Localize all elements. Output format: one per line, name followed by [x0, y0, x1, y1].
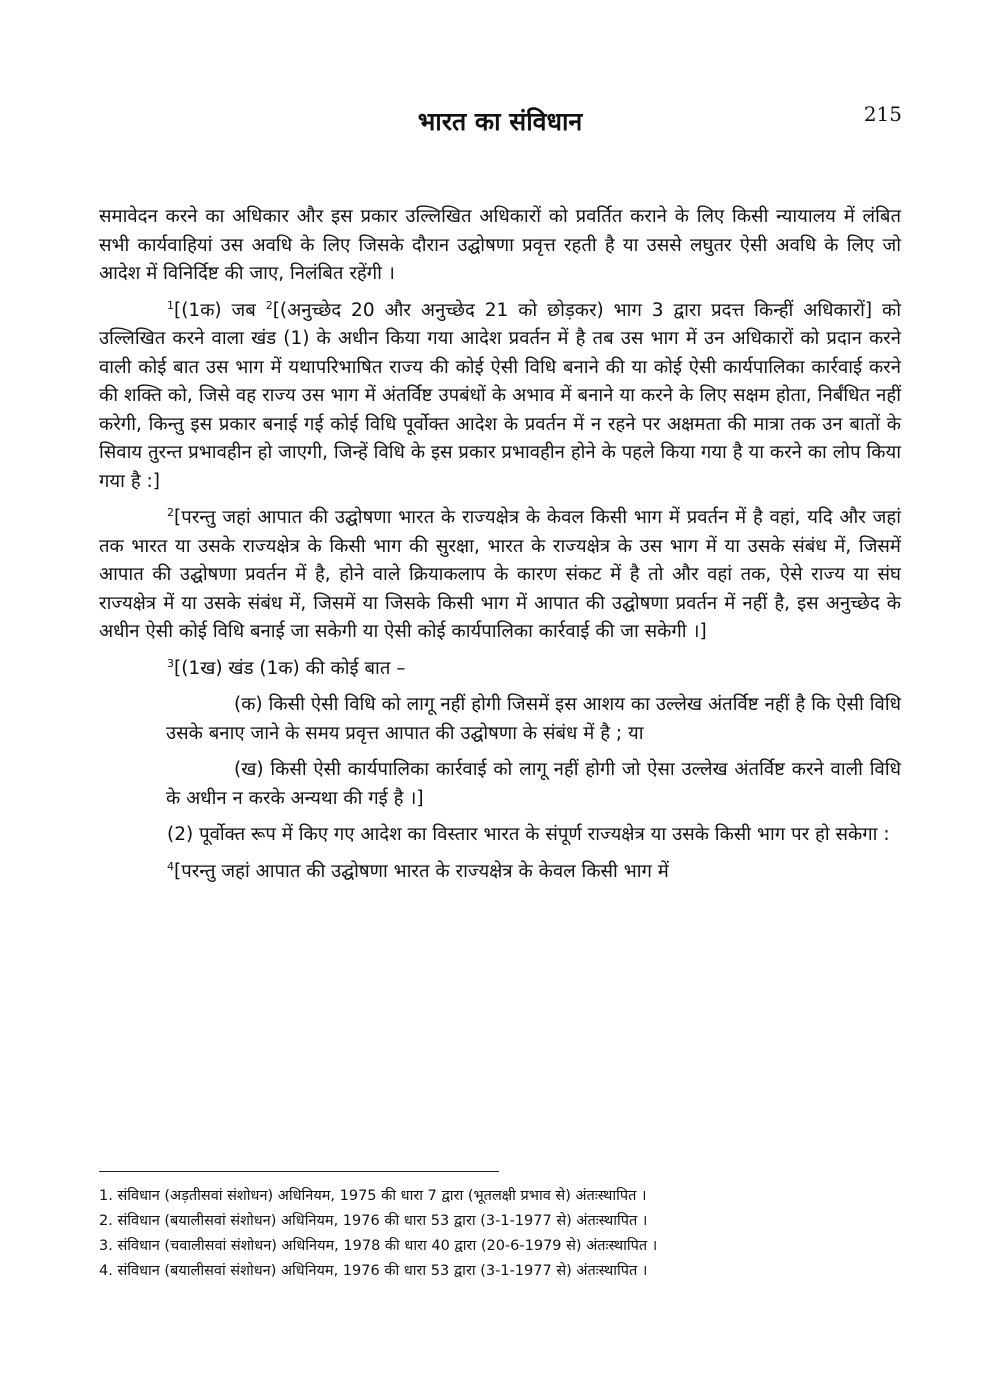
footnote-1: 1. संविधान (अड़तीसवां संशोधन) अधिनियम, 1975 की धारा 7 द्वारा (भूतलक्षी प्रभाव से) अंतःस्थापित । [99, 1188, 647, 1204]
footnote-divider [99, 1171, 499, 1172]
footnote-3: 3. संविधान (चवालीसवां संशोधन) अधिनियम, 1978 की धारा 40 द्वारा (20-6-1979 से) अंतःस्थापित । [99, 1238, 658, 1254]
footnote-ref: 1 [167, 298, 174, 312]
paragraph-text: [(1क) जब [174, 299, 266, 321]
footnote-ref: 3 [167, 656, 174, 670]
sub-clause-kha: (ख) किसी ऐसी कार्यपालिका कार्रवाई को लागू नहीं होगी जो ऐसा उल्लेख अंतर्विष्ट करने वाली विधि के अधीन न करके अन्यथा की गई है ।] [166, 759, 901, 809]
paragraph-text: [परन्तु जहां आपात की उद्घोषणा भारत के राज्यक्षेत्र के केवल किसी भाग में प्रवर्तन में है वहां, यदि और जहां तक भारत या उसके राज्यक्षेत्र के किसी भाग की सुरक्षा, भारत के राज्यक्षेत्र के उस भाग में या उसके संबंध में, जिसमें आपात की उद्घोषणा प्रवर्तन में है, होने वाले क्रियाकलाप के कारण संकट में है तो और वहां तक, ऐसे राज्य या संघ राज्यक्षेत्र में या उसके संबंध में, जिसमें या जिसके किसी भाग में आपात की उद्घोषणा प्रवर्तन में नहीं है, इस अनुच्छेद के अधीन ऐसी कोई विधि बनाई जा सकेगी या ऐसी कोई कार्यपालिका कार्रवाई की जा सकेगी ।] [99, 507, 901, 642]
footnote-ref: 2 [167, 505, 174, 519]
paragraph-text: [(अनुच्छेद 20 और अनुच्छेद 21 को छोड़कर) भाग 3 द्वारा प्रदत्त किन्हीं अधिकारों] को उल्लिखित करने वाला खंड (1) के अधीन किया गया आदेश प्रवर्तन में है तब उस भाग में उन अधिकारों को प्रदान करने वाली कोई बात उस भाग में यथापरिभाषित राज्य की कोई ऐसी विधि बनाने की या कोई ऐसी कार्यपालिका कार्रवाई करने की शक्ति को, जिसे वह राज्य उस भाग में अंतर्विष्ट उपबंधों के अभाव में बनाने या करने के लिए सक्षम होता, निर्बंधित नहीं करेगी, किन्तु इस प्रकार बनाई गई कोई विधि पूर्वोक्त आदेश के प्रवर्तन में न रहने पर अक्षमता की मात्रा तक उन बातों के सिवाय तुरन्त प्रभावहीन हो जाएगी, जिन्हें विधि के इस प्रकार प्रभावहीन होने के पहले किया गया है या करने का लोप किया गया है :] [99, 299, 901, 492]
paragraph-text: [(1ख) खंड (1क) की कोई बात – [174, 657, 406, 679]
sub-clause-ka: (क) किसी ऐसी विधि को लागू नहीं होगी जिसमें इस आशय का उल्लेख अंतर्विष्ट नहीं है कि ऐसी विधि उसके बनाए जाने के समय प्रवृत्त आपात की उद्घोषणा के संबंध में है ; या [166, 694, 901, 744]
paragraph-clause-1a [99, 297, 901, 497]
paragraph-text: [परन्तु जहां आपात की उद्घोषणा भारत के राज्यक्षेत्र के केवल किसी भाग में [174, 860, 669, 882]
running-head-title: भारत का संविधान [417, 107, 583, 136]
paragraph-proviso [99, 504, 901, 647]
paragraph-continuation: समावेदन करने का अधिकार और इस प्रकार उल्लिखित अधिकारों को प्रवर्तित कराने के लिए किसी न्यायालय में लंबित सभी कार्यवाहियां उस अवधि के लिए जिसके दौरान उद्घोषणा प्रवृत्त रहती है या उससे लघुतर ऐसी अवधि के लिए जो आदेश में विनिर्दिष्ट की जाए, निलंबित रहेंगी । [99, 206, 901, 284]
footnote-4: 4. संविधान (बयालीसवां संशोधन) अधिनियम, 1976 की धारा 53 द्वारा (3-1-1977 से) अंतःस्थापित । [99, 1263, 648, 1279]
footnote-list [99, 1187, 901, 1287]
footnote-ref: 2 [265, 298, 273, 312]
body-text [99, 203, 901, 894]
footnote-2: 2. संविधान (बयालीसवां संशोधन) अधिनियम, 1976 की धारा 53 द्वारा (3-1-1977 से) अंतःस्थापित । [99, 1213, 648, 1229]
paragraph-clause-1b [99, 655, 901, 684]
paragraph-proviso-2 [99, 858, 901, 887]
paragraph-clause-2: (2) पूर्वोक्त रूप में किए गए आदेश का विस्तार भारत के संपूर्ण राज्यक्षेत्र या उसके किसी भाग पर हो सकेगा : [167, 824, 890, 845]
page-number: 215 [863, 102, 902, 126]
footnote-ref: 4 [167, 859, 174, 873]
